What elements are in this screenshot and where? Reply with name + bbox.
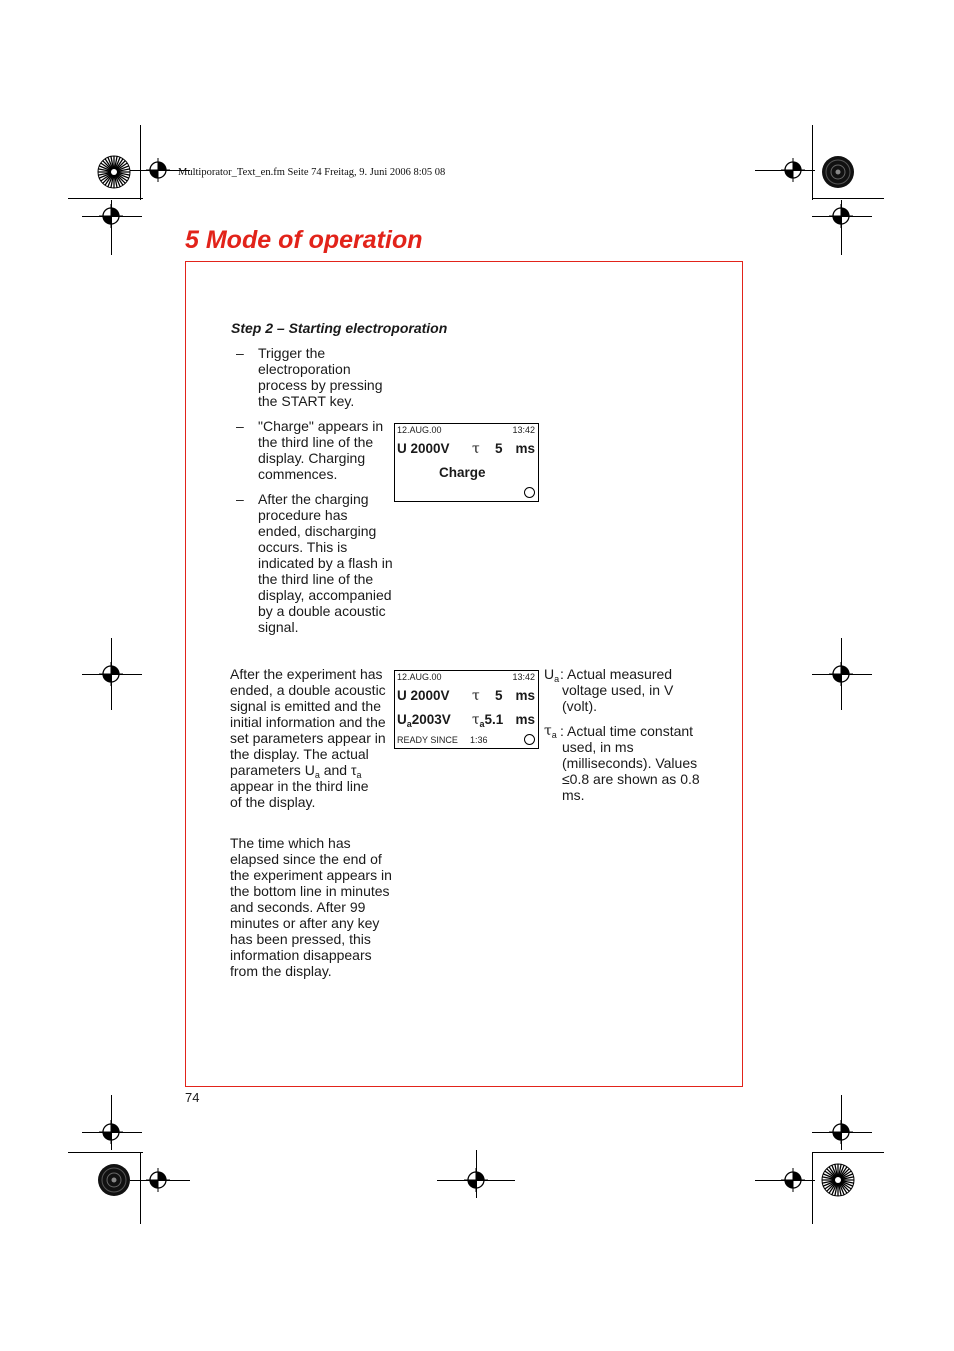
- subscript: a: [554, 674, 560, 684]
- lcd-voltage: U 2000V: [397, 688, 450, 703]
- paragraph-text: of the display.: [230, 794, 316, 810]
- annotation-ua-text: : Actual measured voltage used, in V (volt).: [560, 666, 674, 714]
- subscript: a: [551, 730, 557, 740]
- lcd-display-ready: [394, 670, 539, 749]
- bullet-dash: –: [236, 345, 244, 361]
- lcd-u-symbol: U: [397, 712, 407, 727]
- paragraph-after-experiment: [230, 666, 392, 810]
- file-header-line: Multiporator_Text_en.fm Seite 74 Freitag, 9. Juni 2006 8:05 08: [178, 167, 446, 178]
- subscript: a: [314, 770, 320, 780]
- symbol: τ: [544, 723, 552, 739]
- paragraph-text: appear in the third line: [230, 778, 369, 794]
- lcd-date: 12.AUG.00: [397, 672, 442, 682]
- lcd-unit: ms: [515, 441, 535, 456]
- step-heading: Step 2 – Starting electroporation: [231, 320, 448, 336]
- subscript: a: [406, 719, 412, 729]
- lcd-unit: ms: [515, 688, 535, 703]
- lcd-ready-label: READY SINCE: [397, 735, 458, 745]
- lcd-actual-voltage: [397, 712, 451, 727]
- lcd-display-charge: [394, 423, 539, 502]
- subscript: a: [479, 719, 485, 729]
- annotation-ta-text: : Actual time constant used, in ms (milliseconds). Values ≤0.8 are shown as 0.8 ms.: [560, 723, 700, 803]
- lcd-tau-symbol: τ: [472, 712, 480, 728]
- annotation-ua-symbol: [544, 666, 559, 682]
- lcd-date: 12.AUG.00: [397, 425, 442, 435]
- lcd-ready-time: 1:36: [470, 735, 488, 745]
- bullet-item: After the charging procedure has ended, discharging occurs. This is indicated by a flash in the third line of the display, accompanied by a double acoustic signal.: [258, 491, 393, 635]
- lcd-unit: ms: [515, 712, 535, 727]
- paragraph-elapsed-time: The time which has elapsed since the end of the experiment appears in the bottom line in minutes and seconds. After 99 minutes or after any key has been pressed, this information disappears from the display.: [230, 835, 392, 979]
- lcd-tau-value: 5: [495, 441, 503, 456]
- page-number: 74: [185, 1090, 200, 1105]
- lcd-tau-value: 5: [495, 688, 503, 703]
- lcd-tau-value: 5.1: [484, 712, 504, 727]
- lcd-status: Charge: [439, 465, 486, 480]
- chapter-title: 5 Mode of operation: [185, 226, 423, 254]
- lcd-u-value: 2003V: [411, 712, 451, 727]
- lcd-tau-symbol: τ: [472, 441, 480, 457]
- subscript: a: [356, 770, 362, 780]
- paragraph-text: After the experiment has ended, a double acoustic signal is emitted and the initial information and the set parameters appear in the display. The actual parameters U: [230, 666, 386, 778]
- lcd-tau-symbol: τ: [472, 688, 480, 704]
- paragraph-text: and τ: [319, 762, 357, 778]
- symbol: U: [544, 666, 555, 682]
- lcd-indicator-circle: [524, 487, 535, 498]
- lcd-actual-tau: [472, 712, 503, 728]
- lcd-indicator-circle: [524, 734, 535, 745]
- lcd-time: 13:42: [512, 672, 535, 682]
- bullet-item: Trigger the electroporation process by pressing the START key.: [258, 345, 383, 409]
- bullet-item: "Charge" appears in the third line of the display. Charging commences.: [258, 418, 384, 482]
- bullet-dash: –: [236, 491, 244, 507]
- lcd-voltage: U 2000V: [397, 441, 450, 456]
- annotation-ta-symbol: [544, 723, 557, 739]
- lcd-time: 13:42: [512, 425, 535, 435]
- bullet-dash: –: [236, 418, 244, 434]
